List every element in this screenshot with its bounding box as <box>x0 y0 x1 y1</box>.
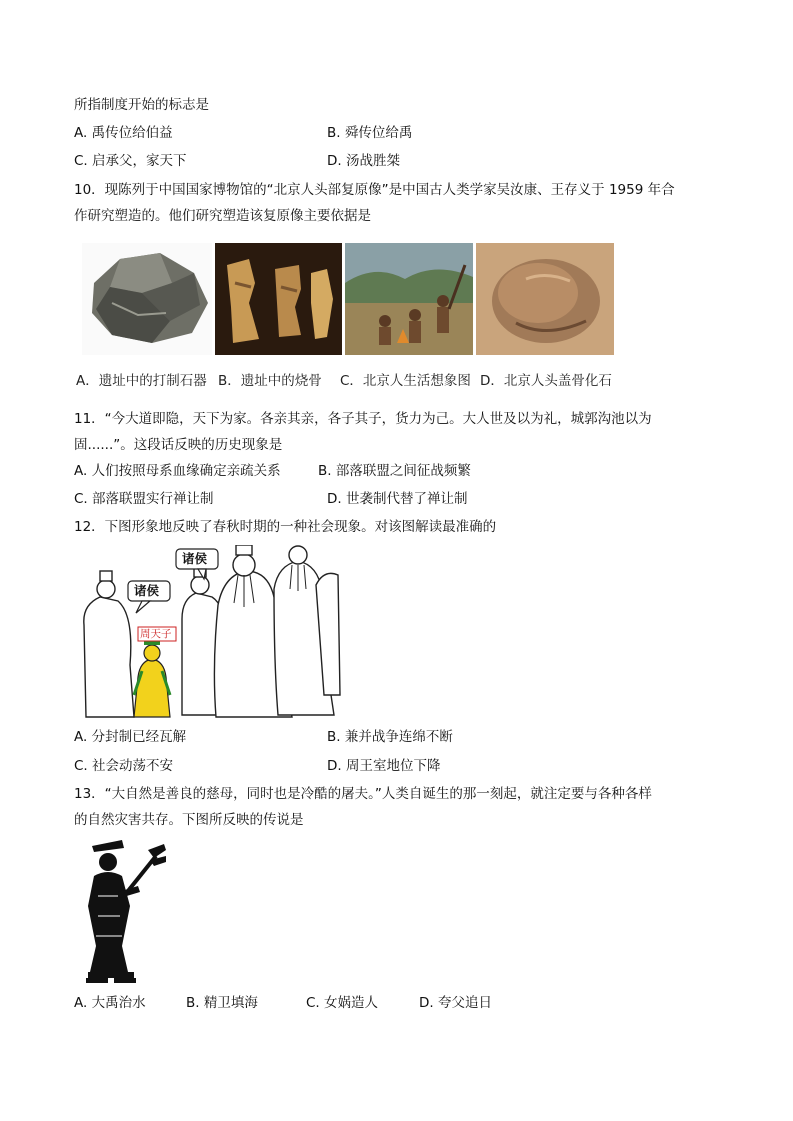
q12-stem: 12．下图形象地反映了春秋时期的一种社会现象。对该图解读最准确的 <box>74 519 497 535</box>
q9-stem: 所指制度开始的标志是 <box>74 97 209 113</box>
burnt-bone-image <box>215 243 342 355</box>
q11-stem-line2: 固......”。这段话反映的历史现象是 <box>74 437 283 453</box>
q11-option-c: C. 部落联盟实行禅让制 <box>74 491 214 507</box>
lord-speech-bubble-1: 诸侯 <box>182 551 208 566</box>
q12-option-b: B. 兼并战争连绵不断 <box>327 729 453 745</box>
peking-man-life-scene-image <box>345 243 473 355</box>
q12-option-d: D. 周王室地位下降 <box>327 758 441 774</box>
lord-speech-bubble-2: 诸侯 <box>134 583 160 598</box>
q11-option-d: D. 世袭制代替了禅让制 <box>327 491 468 507</box>
q10-image-strip <box>82 243 614 357</box>
q9-option-c: C. 启承父，家天下 <box>74 153 187 169</box>
q9-option-d: D. 汤战胜桀 <box>327 153 400 169</box>
zhou-king-label: 周天子 <box>140 628 172 640</box>
q9-option-a: A. 禹传位给伯益 <box>74 125 173 141</box>
q13-option-c: C. 女娲造人 <box>306 995 379 1011</box>
q9-option-b: B. 舜传位给禹 <box>327 125 413 141</box>
q13-option-d: D. 夸父追日 <box>419 995 492 1011</box>
q11-stem-line1: 11．“今大道即隐，天下为家。各亲其亲，各子其子，货力为己。大人世及以为礼，城郭沟池以为 <box>74 411 652 427</box>
yu-the-great-figure <box>78 836 168 986</box>
q10-caption-a: A．遗址中的打制石器 <box>76 373 207 389</box>
q13-stem-line1: 13．“大自然是善良的慈母，同时也是冷酷的屠夫。”人类自诞生的那一刻起，就注定要与各种各样 <box>74 786 652 802</box>
stone-tool-image <box>82 243 212 355</box>
q10-caption-c: C．北京人生活想象图 <box>340 373 471 389</box>
q13-option-b: B. 精卫填海 <box>186 995 258 1011</box>
q10-stem-line2: 作研究塑造的。他们研究塑造该复原像主要依据是 <box>74 208 371 224</box>
q11-option-b: B. 部落联盟之间征战频繁 <box>318 463 471 479</box>
q10-stem-line1: 10．现陈列于中国国家博物馆的“北京人头部复原像”是中国古人类学家吴汝康、王存义于 1959 年合 <box>74 182 675 198</box>
q10-caption-d: D．北京人头盖骨化石 <box>480 373 612 389</box>
q13-stem-line2: 的自然灾害共存。下图所反映的传说是 <box>74 812 304 828</box>
q12-option-c: C. 社会动荡不安 <box>74 758 174 774</box>
q13-option-a: A. 大禹治水 <box>74 995 146 1011</box>
skull-cap-fossil-image <box>476 243 614 355</box>
q12-cartoon <box>78 545 344 721</box>
q10-caption-b: B．遗址中的烧骨 <box>218 373 322 389</box>
q12-option-a: A. 分封制已经瓦解 <box>74 729 187 745</box>
q11-option-a: A. 人们按照母系血缘确定亲疏关系 <box>74 463 281 479</box>
